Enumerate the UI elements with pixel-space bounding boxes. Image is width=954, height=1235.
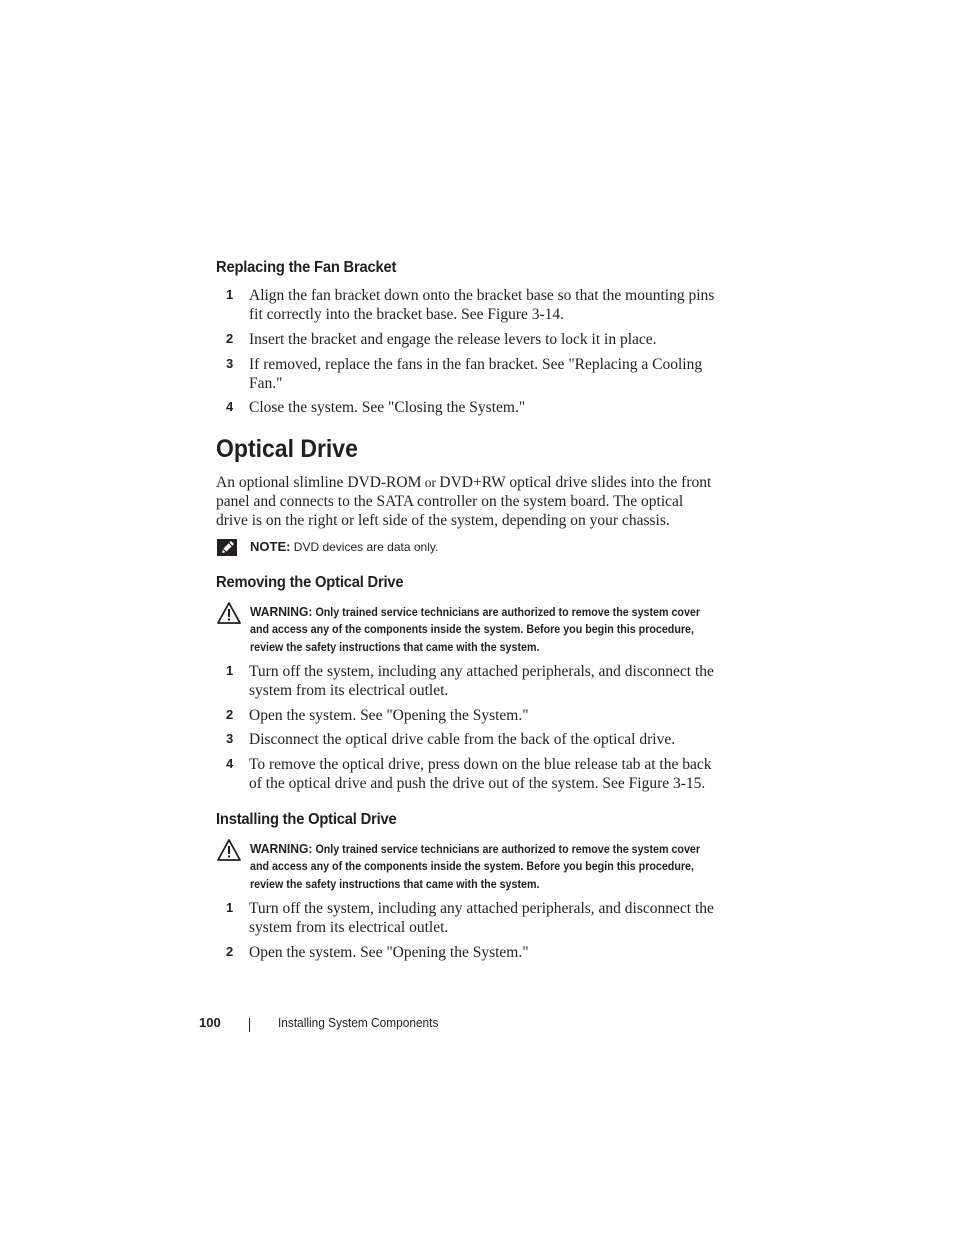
warning-text bbox=[250, 840, 720, 894]
step-text: If removed, replace the fans in the fan bracket. See "Replacing a Cooling Fan." bbox=[249, 356, 703, 392]
step-number: 2 bbox=[226, 707, 234, 722]
step-text: Close the system. See "Closing the System." bbox=[249, 399, 526, 416]
warning-body: Only trained service technicians are authorized to remove the system cover and access any of the components inside the system. Before you begin this procedure, review the safety instructions that came with the system. bbox=[250, 607, 701, 654]
step-text: Turn off the system, including any attached peripherals, and disconnect the system from its electrical outlet. bbox=[249, 663, 714, 699]
step-number: 2 bbox=[226, 331, 234, 346]
step-number: 1 bbox=[226, 900, 234, 915]
step-text: Open the system. See "Opening the System." bbox=[249, 707, 529, 724]
warning-text bbox=[250, 603, 720, 657]
step-number: 2 bbox=[226, 944, 234, 959]
intro-text-2: optical drive slides into the front panel and connects to the SATA controller on the system board. The optical drive is on the right or left side of the system, depending on your chassis. bbox=[216, 474, 712, 529]
step-number: 3 bbox=[226, 356, 234, 371]
intro-paragraph bbox=[216, 473, 716, 530]
step-text: To remove the optical drive, press down on the blue release tab at the back of the optical drive and push the drive out of the system. See Figure 3-15. bbox=[249, 756, 712, 792]
footer-chapter-title: Installing System Components bbox=[278, 1016, 439, 1030]
step-number: 4 bbox=[226, 756, 234, 771]
warning-label: WARNING: bbox=[250, 841, 313, 856]
step-text: Align the fan bracket down onto the bracket base so that the mounting pins fit correctly into the bracket base. See Figure 3-14. bbox=[249, 287, 715, 323]
heading-installing-optical-drive: Installing the Optical Drive bbox=[216, 811, 397, 828]
page-title: Optical Drive bbox=[216, 435, 358, 463]
heading-replacing-fan-bracket: Replacing the Fan Bracket bbox=[216, 259, 397, 276]
step-number: 3 bbox=[226, 731, 234, 746]
warning-body: Only trained service technicians are authorized to remove the system cover and access any of the components inside the system. Before you begin this procedure, review the safety instructions that came with the system. bbox=[250, 844, 701, 891]
intro-dvdrom: DVD-ROM bbox=[347, 474, 422, 491]
note-text bbox=[250, 538, 438, 556]
note-label: NOTE: bbox=[250, 539, 291, 554]
step-number: 1 bbox=[226, 663, 234, 678]
step-number: 4 bbox=[226, 399, 234, 414]
heading-removing-optical-drive: Removing the Optical Drive bbox=[216, 574, 404, 591]
note-body: DVD devices are data only. bbox=[290, 540, 439, 554]
step-text: Open the system. See "Opening the System." bbox=[249, 944, 529, 961]
warning-triangle-icon bbox=[216, 838, 242, 867]
footer-divider bbox=[249, 1018, 250, 1032]
step-number: 1 bbox=[226, 287, 234, 302]
intro-text-1: An optional slimline bbox=[216, 474, 348, 491]
warning-label: WARNING: bbox=[250, 604, 313, 619]
step-text: Disconnect the optical drive cable from the back of the optical drive. bbox=[249, 731, 676, 748]
page-number: 100 bbox=[199, 1015, 221, 1030]
step-text: Insert the bracket and engage the release levers to lock it in place. bbox=[249, 331, 657, 348]
intro-or: or bbox=[421, 475, 440, 490]
intro-dvdrw: DVD+RW bbox=[439, 474, 506, 491]
note-pencil-icon bbox=[216, 538, 240, 563]
warning-triangle-icon bbox=[216, 601, 242, 630]
step-text: Turn off the system, including any attached peripherals, and disconnect the system from its electrical outlet. bbox=[249, 900, 714, 936]
